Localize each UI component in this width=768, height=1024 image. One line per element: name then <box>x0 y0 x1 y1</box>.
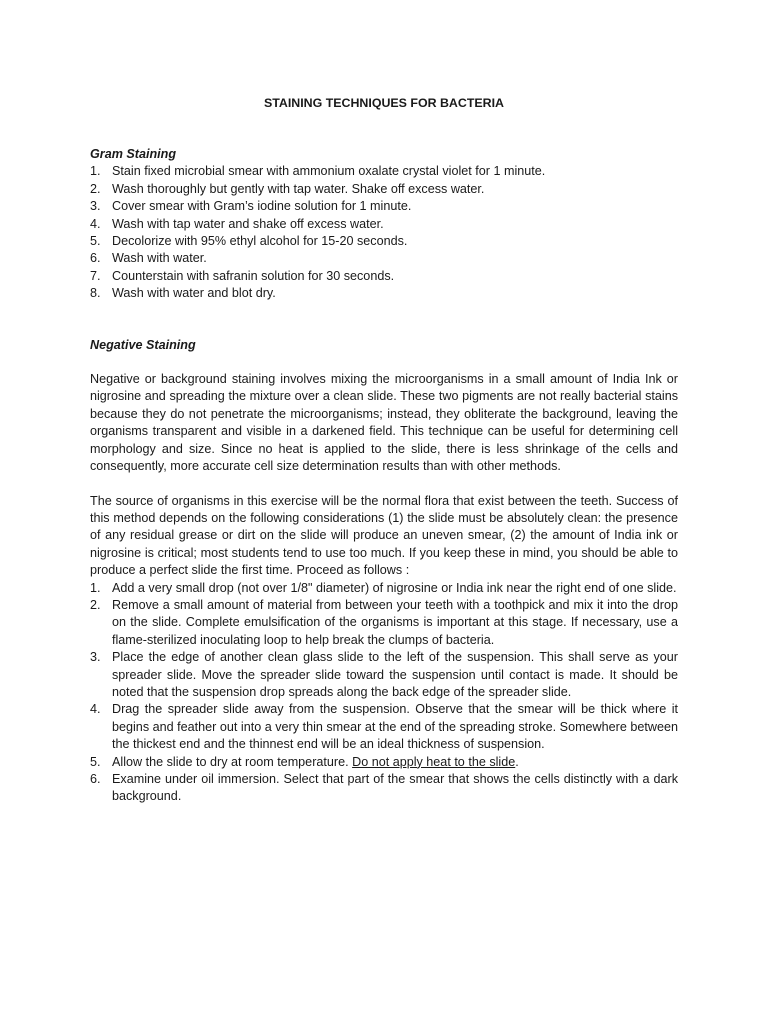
list-number: 1. <box>90 580 101 595</box>
list-number: 6. <box>90 772 101 786</box>
list-number: 1. <box>90 164 101 179</box>
list-number: 7. <box>90 268 101 283</box>
list-item <box>90 181 678 198</box>
list-item <box>90 250 678 267</box>
list-text: Remove a small amount of material from between your teeth with a toothpick and mix it into the drop on the slide. Complete emulsification of the organisms is important at this stage. If necessary, use a flame-sterilized inoculating loop to help break the clumps of bacteria. <box>112 597 678 647</box>
list-text: Wash with water and blot dry. <box>112 286 276 301</box>
list-text-before: Allow the slide to dry at room temperature. <box>112 754 353 769</box>
list-number: 3. <box>90 199 101 214</box>
list-number: 5. <box>90 754 101 769</box>
list-text: Examine under oil immersion. Select that part of the smear that shows the cells distinctly with a dark background. <box>112 772 678 804</box>
list-item <box>90 163 678 180</box>
document-title: STAINING TECHNIQUES FOR BACTERIA <box>263 96 504 110</box>
negative-steps-list <box>90 580 678 806</box>
list-text: Cover smear with Gram’s iodine solution for 1 minute. <box>112 199 412 214</box>
list-item <box>90 771 678 806</box>
list-number: 6. <box>90 251 101 266</box>
list-number: 8. <box>90 286 101 301</box>
list-text: Add a very small drop (not over 1/8" diameter) of nigrosine or India ink near the right end of one slide. <box>112 580 677 595</box>
list-text: Stain fixed microbial smear with ammonium oxalate crystal violet for 1 minute. <box>112 164 546 179</box>
list-number: 2. <box>90 181 101 196</box>
list-item <box>90 597 678 649</box>
list-text: Drag the spreader slide away from the suspension. Observe that the smear will be thick where it begins and feather out into a very thin smear at the end of the spreading stroke. Somewhere between the thickest end and the thinnest end will be an ideal thickness of suspension. <box>112 702 678 752</box>
list-number: 4. <box>90 702 101 717</box>
gram-staining-heading: Gram Staining <box>90 147 177 161</box>
list-text: Decolorize with 95% ethyl alcohol for 15-20 seconds. <box>112 234 408 249</box>
list-number: 5. <box>90 234 101 249</box>
list-number: 2. <box>90 597 101 612</box>
list-item <box>90 198 678 215</box>
list-item <box>90 754 678 771</box>
underlined-warning: Do not apply heat to the slide <box>352 754 516 769</box>
list-number: 4. <box>90 216 101 231</box>
gram-steps-list <box>90 163 678 302</box>
negative-staining-intro-paragraph: Negative or background staining involves mixing the microorganisms in a small amount of India Ink or nigrosine and spreading the mixture over a clean slide. These two pigments are not really bacterial stains because they do not penetrate the microorganisms; instead, they obliterate the background, leaving the organisms transparent and visible in a darkened field. This technique can be useful for determining cell morphology and size. Since no heat is applied to the slide, there is less shrinkage of the cells and consequently, more accurate cell size determination results than with other methods. <box>90 372 678 474</box>
list-text: Counterstain with safranin solution for 30 seconds. <box>112 268 395 283</box>
list-text: Wash with tap water and shake off excess water. <box>112 216 384 231</box>
list-text: Place the edge of another clean glass slide to the left of the suspension. This shall serve as your spreader slide. Move the spreader slide toward the suspension until contact is made. It should be noted that the suspension drop spreads along the back edge of the spreader slide. <box>112 650 678 699</box>
list-text: Wash thoroughly but gently with tap water. Shake off excess water. <box>112 181 485 196</box>
list-number: 3. <box>90 650 101 665</box>
list-item <box>90 268 678 285</box>
list-item <box>90 285 678 302</box>
list-item <box>90 701 678 753</box>
list-item <box>90 580 678 597</box>
negative-staining-method-paragraph: The source of organisms in this exercise will be the normal flora that exist between the teeth. Success of this method depends on the following considerations (1) the slide must be absolutely clean: the presence of any residual grease or dirt on the slide will produce an uneven smear, (2) the amount of India ink or nigrosine is critical; most students tend to use too much. If you keep these in mind, you should be able to produce a perfect slide the first time. Proceed as follows : <box>90 493 678 578</box>
list-text-after: . <box>515 754 519 769</box>
negative-staining-heading: Negative Staining <box>90 337 196 352</box>
list-item <box>90 649 678 701</box>
document-body <box>90 95 678 806</box>
list-text: Wash with water. <box>112 251 207 266</box>
list-item <box>90 233 678 250</box>
list-item <box>90 216 678 233</box>
